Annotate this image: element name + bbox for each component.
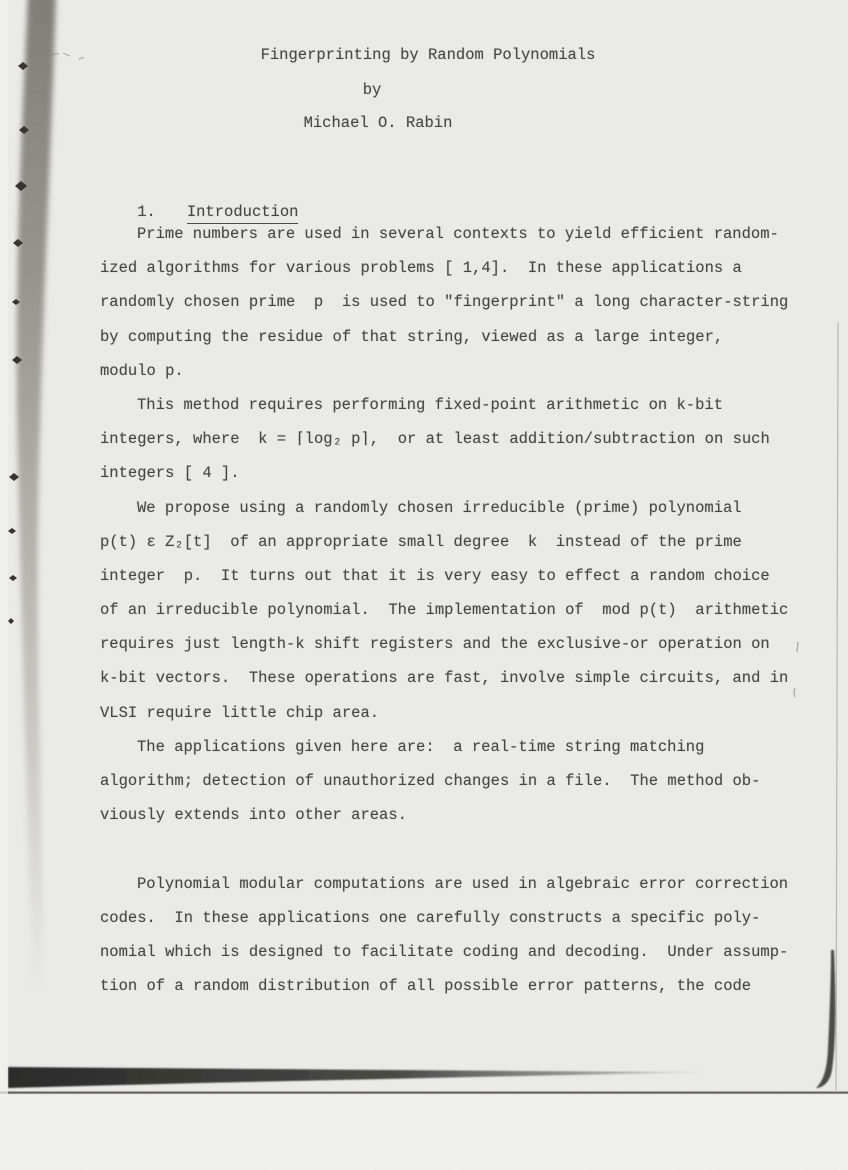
scan-bottom-edge xyxy=(0,1095,848,1170)
text-line: codes. In these applications one carefully constructs a specific poly- xyxy=(100,908,761,927)
text-line: The applications given here are: a real-time string matching xyxy=(137,737,705,756)
text-line: randomly chosen prime p is used to "fingerprint" a long character-string xyxy=(100,293,789,312)
text-line: integer p. It turns out that it is very easy to effect a random choice xyxy=(100,566,770,585)
paragraph xyxy=(100,730,814,867)
text-line: k-bit vectors. These operations are fast, involve simple circuits, and in xyxy=(100,669,789,688)
paragraph xyxy=(100,491,814,730)
text-line: p(t) ε Z₂[t] of an appropriate small degree k instead of the prime xyxy=(100,532,742,551)
scan-right-streak xyxy=(816,950,835,1088)
binding-holes xyxy=(8,62,29,624)
text-line: of an irreducible polynomial. The implementation of mod p(t) arithmetic xyxy=(100,601,789,620)
text-line: VLSI require little chip area. xyxy=(100,703,380,722)
scan-left-edge xyxy=(0,0,8,1170)
text-line: viously extends into other areas. xyxy=(100,806,407,825)
text-line: We propose using a randomly chosen irreducible (prime) polynomial xyxy=(137,498,742,517)
paragraph xyxy=(100,867,814,1004)
binding-hole xyxy=(12,299,20,305)
paragraph xyxy=(100,217,814,388)
text-line: Polynomial modular computations are used in algebraic error correction xyxy=(137,874,789,893)
document-body xyxy=(100,217,814,1003)
binding-hole xyxy=(8,528,16,534)
text-line: integers [ 4 ]. xyxy=(100,464,240,483)
binding-hole xyxy=(18,62,28,70)
text-line: tion of a random distribution of all possible error patterns, the code xyxy=(100,977,752,996)
text-line: nomial which is designed to facilitate coding and decoding. Under assump- xyxy=(100,942,789,961)
binding-hole xyxy=(19,126,29,134)
section-number: 1. xyxy=(137,203,156,221)
text-line: integers, where k = ⌈log₂ p⌉, or at least addition/subtraction on such xyxy=(100,430,770,449)
binding-hole xyxy=(12,356,22,364)
text-line: Prime numbers are used in several contexts to yield efficient random- xyxy=(137,225,779,243)
author-name: Michael O. Rabin xyxy=(303,114,453,132)
binding-hole xyxy=(9,473,19,481)
binding-hole xyxy=(8,618,14,624)
scan-horizontal-line xyxy=(0,1092,848,1094)
byline: by xyxy=(362,81,382,99)
binding-strip xyxy=(17,0,56,995)
paragraph xyxy=(100,388,814,491)
section-title: Introduction xyxy=(187,203,299,224)
text-line: modulo p. xyxy=(100,361,184,380)
text-line: This method requires performing fixed-point arithmetic on k-bit xyxy=(137,395,723,414)
pencil-mark xyxy=(50,53,84,60)
text-line: ized algorithms for various problems [ 1,4]. In these applications a xyxy=(100,259,742,278)
scan-bottom-wedge xyxy=(8,1067,715,1088)
text-line: requires just length-k shift registers and the exclusive-or operation on xyxy=(100,635,770,654)
page-title: Fingerprinting by Random Polynomials xyxy=(260,46,596,64)
scan-right-edge-line xyxy=(836,322,838,1090)
text-line xyxy=(100,832,814,866)
binding-hole xyxy=(15,181,27,191)
text-line: algorithm; detection of unauthorized changes in a file. The method ob- xyxy=(100,772,761,790)
binding-hole xyxy=(13,239,23,247)
binding-hole xyxy=(9,575,17,581)
text-line: by computing the residue of that string, viewed as a large integer, xyxy=(100,327,724,346)
